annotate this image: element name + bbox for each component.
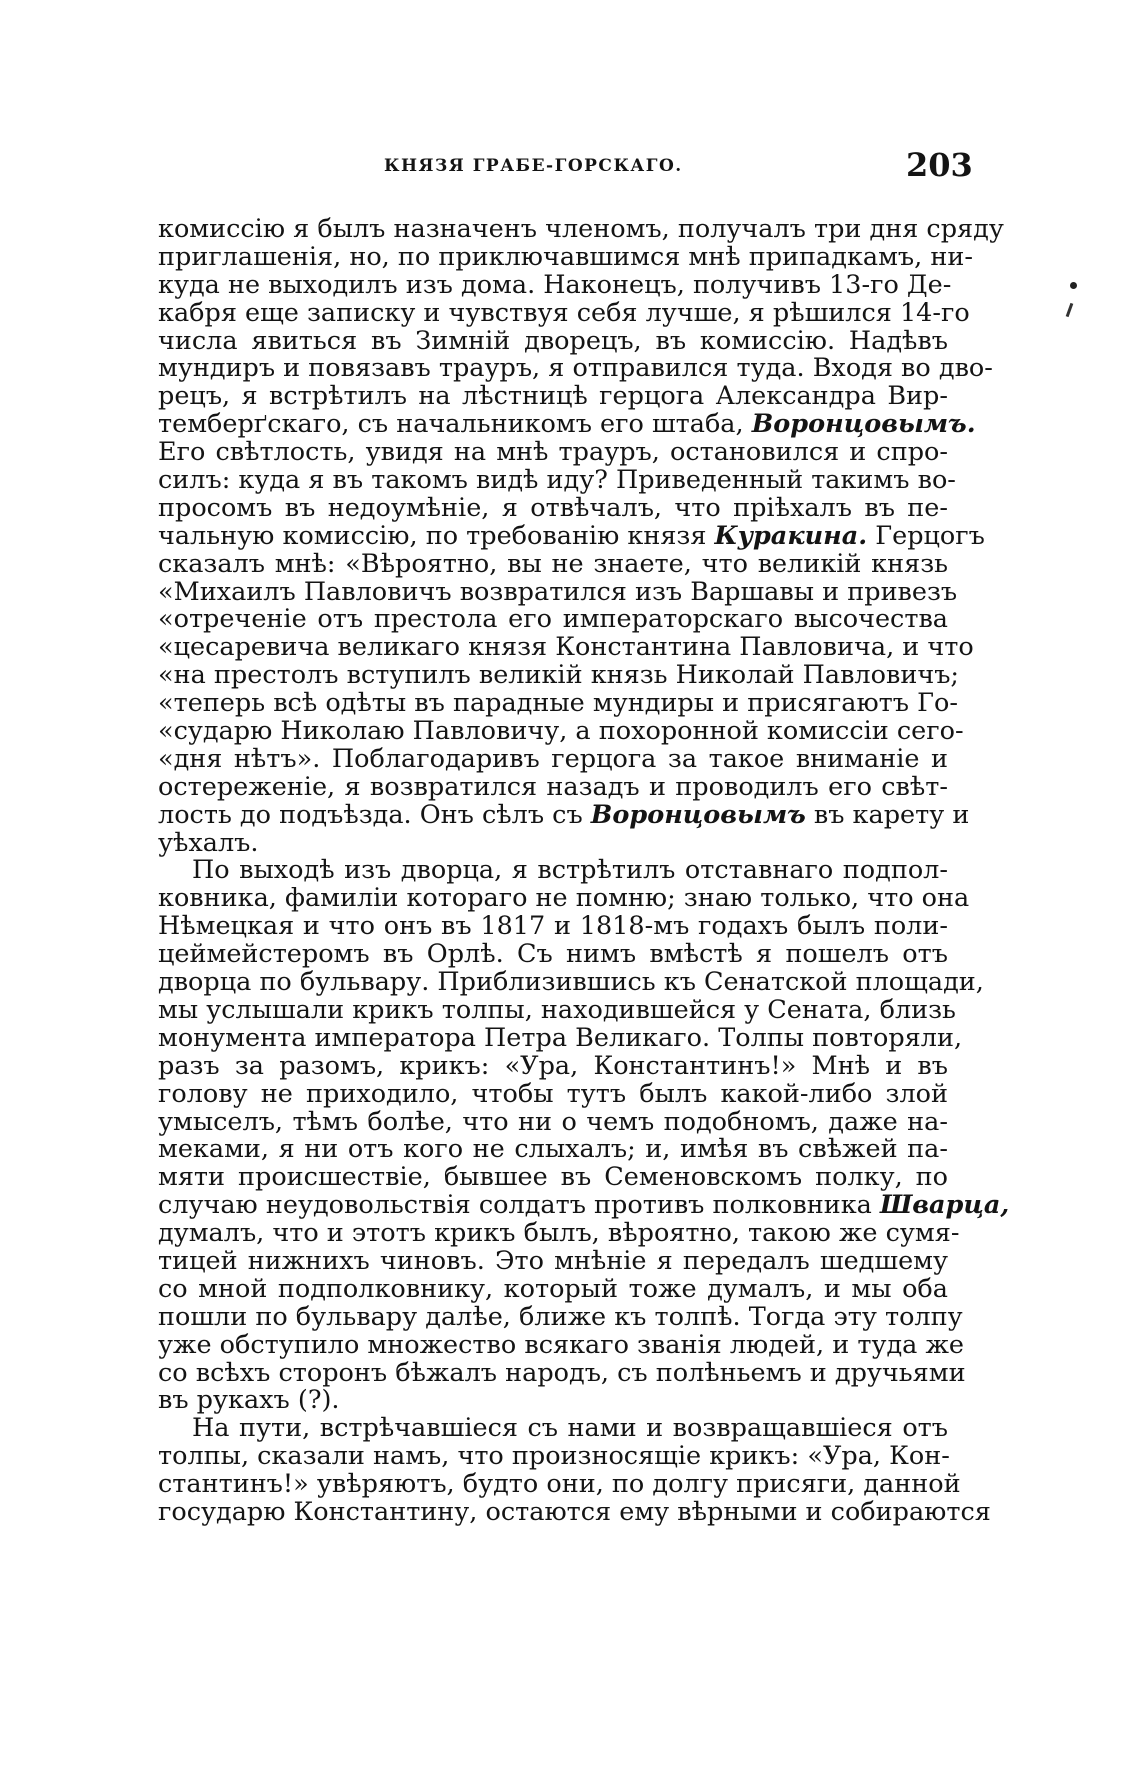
line-text: просомъ въ недоумѣніе, я отвѣчалъ, что пріѣхалъ въ пе- (158, 492, 948, 523)
text-line (158, 383, 948, 411)
text-line (158, 913, 948, 941)
line-text: въ рукахъ (?). (158, 1385, 340, 1416)
line-text: На пути, встрѣчавшіеся съ нами и возвращавшіеся отъ (192, 1413, 948, 1444)
line-text: «дня нѣтъ». Поблагодаривъ герцога за такое вниманіе и (158, 743, 948, 774)
text-line (158, 883, 970, 914)
body-text (158, 214, 1010, 1527)
text-line (158, 743, 948, 774)
text-line (158, 1301, 963, 1332)
running-title: КНЯЗЯ ГРАБЕ-ГОРСКАГО. (384, 156, 683, 176)
italic-name: Воронцовымъ (590, 799, 806, 830)
text-line (158, 576, 958, 607)
text-line (158, 465, 956, 496)
line-text: кабря еще записку и чувствуя себя лучше, я рѣшился 14-го (158, 297, 970, 328)
text-line (158, 967, 984, 998)
line-text: меками, я ни отъ кого не слыхалъ; и, имѣя въ свѣжей па- (158, 1134, 948, 1165)
margin-ink-dot (1070, 282, 1077, 289)
line-text: разъ за разомъ, крикъ: «Ура, Константинъ!» Мнѣ и въ (158, 1050, 948, 1081)
text-line (158, 1022, 963, 1053)
line-text: рецъ, я встрѣтилъ на лѣстницѣ герцога Александра Вир- (158, 381, 948, 412)
text-line (158, 1469, 961, 1500)
line-text: случаю неудовольствія солдатъ противъ полковника (158, 1190, 880, 1221)
text-line (158, 1078, 948, 1109)
text-line (158, 1415, 948, 1443)
line-text-after: Герцогъ (867, 520, 985, 551)
line-text: куда не выходилъ изъ дома. Наконецъ, получивъ 13-го Де- (158, 269, 952, 300)
line-text: государю Константину, остаются ему вѣрными и собираются (158, 1496, 991, 1527)
text-line (158, 688, 958, 719)
text-line (158, 771, 948, 802)
text-line (158, 214, 1004, 244)
line-text: темберґскаго, съ начальникомъ его штаба, (158, 409, 752, 440)
italic-name: Шварца, (879, 1190, 1010, 1221)
line-text: уѣхалъ. (158, 827, 259, 858)
line-text: силъ: куда я въ такомъ видѣ иду? Приведенный такимъ во- (158, 465, 956, 496)
text-line (158, 827, 948, 858)
text-line (158, 492, 948, 523)
text-line (158, 857, 948, 885)
line-text: голову не приходило, чтобы тутъ былъ какой-либо злой (158, 1078, 948, 1109)
line-text: «на престолъ вступилъ великій князь Николай Павловичъ; (158, 660, 960, 691)
line-text: со мной подполковнику, который тоже думалъ, и мы оба (158, 1273, 948, 1304)
line-text: Его свѣтлость, увидя на мнѣ трауръ, остановился и спро- (158, 437, 948, 468)
text-line (158, 353, 993, 384)
line-text: «цесаревича великаго князя Константина Павловича, и что (158, 632, 974, 663)
line-text-after: въ карету и (805, 799, 970, 830)
text-line (158, 1164, 948, 1192)
line-text: комиссію я былъ назначенъ членомъ, получалъ три дня сряду (158, 214, 1004, 244)
italic-name: Воронцовымъ. (751, 409, 976, 440)
line-text: цеймейстеромъ въ Орлѣ. Съ нимъ вмѣстѣ я пошелъ отъ (158, 939, 948, 970)
text-line (158, 799, 970, 830)
text-line (158, 1443, 948, 1471)
text-line (158, 1106, 948, 1137)
text-line (158, 325, 948, 356)
line-text: тицей нижнихъ чиновъ. Это мнѣніе я передалъ шедшему (158, 1245, 948, 1276)
margin-ink-tick (1066, 303, 1074, 317)
line-text: сказалъ мнѣ: «Вѣроятно, вы не знаете, что великій князь (158, 548, 948, 579)
line-text: лость до подъѣзда. Онъ сѣлъ съ (158, 799, 591, 830)
text-line (158, 1387, 948, 1415)
text-line (158, 660, 960, 691)
line-text: монумента императора Петра Великаго. Толпы повторяли, (158, 1022, 963, 1053)
text-line (158, 241, 973, 272)
line-text: «сударю Николаю Павловичу, а похоронной комиссіи сего- (158, 716, 964, 747)
text-line (158, 716, 964, 747)
line-text: По выходѣ изъ дворца, я встрѣтилъ отставнаго подпол- (192, 855, 948, 886)
line-text: уже обступило множество всякаго званія людей, и туда же (158, 1329, 965, 1360)
line-text: толпы, сказали намъ, что произносящіе крикъ: «Ура, Кон- (158, 1441, 950, 1472)
line-text: числа явиться въ Зимній дворецъ, въ комиссію. Надѣвъ (158, 325, 948, 356)
line-text: мы услышали крикъ толпы, находившейся у Сената, близь (158, 994, 956, 1025)
text-line (158, 606, 948, 634)
line-text: приглашенія, но, по приключавшимся мнѣ припадкамъ, ни- (158, 241, 973, 272)
text-line (158, 994, 956, 1025)
line-text: мяти происшествіе, бывшее въ Семеновскомъ полку, по (158, 1162, 948, 1193)
line-text: пошли по бульвару далѣе, ближе къ толпѣ. Тогда эту толпу (158, 1301, 963, 1332)
line-text: умыселъ, тѣмъ болѣе, что ни о чемъ подобномъ, даже на- (158, 1106, 948, 1137)
text-line (158, 548, 948, 579)
text-line (158, 439, 948, 467)
line-text: Нѣмецкая и что онъ въ 1817 и 1818-мъ годахъ былъ поли- (158, 911, 948, 942)
text-line (158, 1245, 948, 1276)
italic-name: Куракина. (714, 520, 868, 551)
page-number: 203 (906, 146, 973, 184)
line-text: ковника, фамиліи котораго не помню; знаю только, что она (158, 883, 970, 914)
text-line (158, 1357, 966, 1388)
text-line (158, 520, 985, 551)
text-line (158, 1136, 948, 1164)
line-text: стантинъ!» увѣряютъ, будто они, по долгу присяги, данной (158, 1469, 961, 1500)
text-line (158, 1329, 965, 1360)
line-text: «отреченіе отъ престола его императорскаго высочества (158, 604, 948, 635)
text-line (158, 1050, 948, 1081)
line-text: остереженіе, я возвратился назадъ и проводилъ его свѣт- (158, 771, 948, 802)
text-line (158, 632, 974, 663)
line-text: дворца по бульвару. Приблизившись къ Сенатской площади, (158, 967, 984, 998)
line-text: думалъ, что и этотъ крикъ былъ, вѣроятно, такою же сумя- (158, 1218, 960, 1249)
line-text: чальную комиссію, по требованію князя (158, 520, 715, 551)
line-text: мундиръ и повязавъ трауръ, я отправился туда. Входя во дво- (158, 353, 993, 384)
line-text: «Михаилъ Павловичъ возвратился изъ Варшавы и привезъ (158, 576, 958, 607)
text-line (158, 297, 970, 328)
text-line (158, 941, 948, 969)
line-text: со всѣхъ сторонъ бѣжалъ народъ, съ полѣньемъ и дручьями (158, 1357, 966, 1388)
text-line (158, 1273, 948, 1304)
text-line (158, 409, 976, 440)
text-line (158, 1218, 960, 1249)
text-line (158, 1496, 991, 1527)
text-line (158, 269, 952, 300)
line-text: «теперь всѣ одѣты въ парадные мундиры и присягаютъ Го- (158, 688, 958, 719)
text-line (158, 1190, 1010, 1221)
